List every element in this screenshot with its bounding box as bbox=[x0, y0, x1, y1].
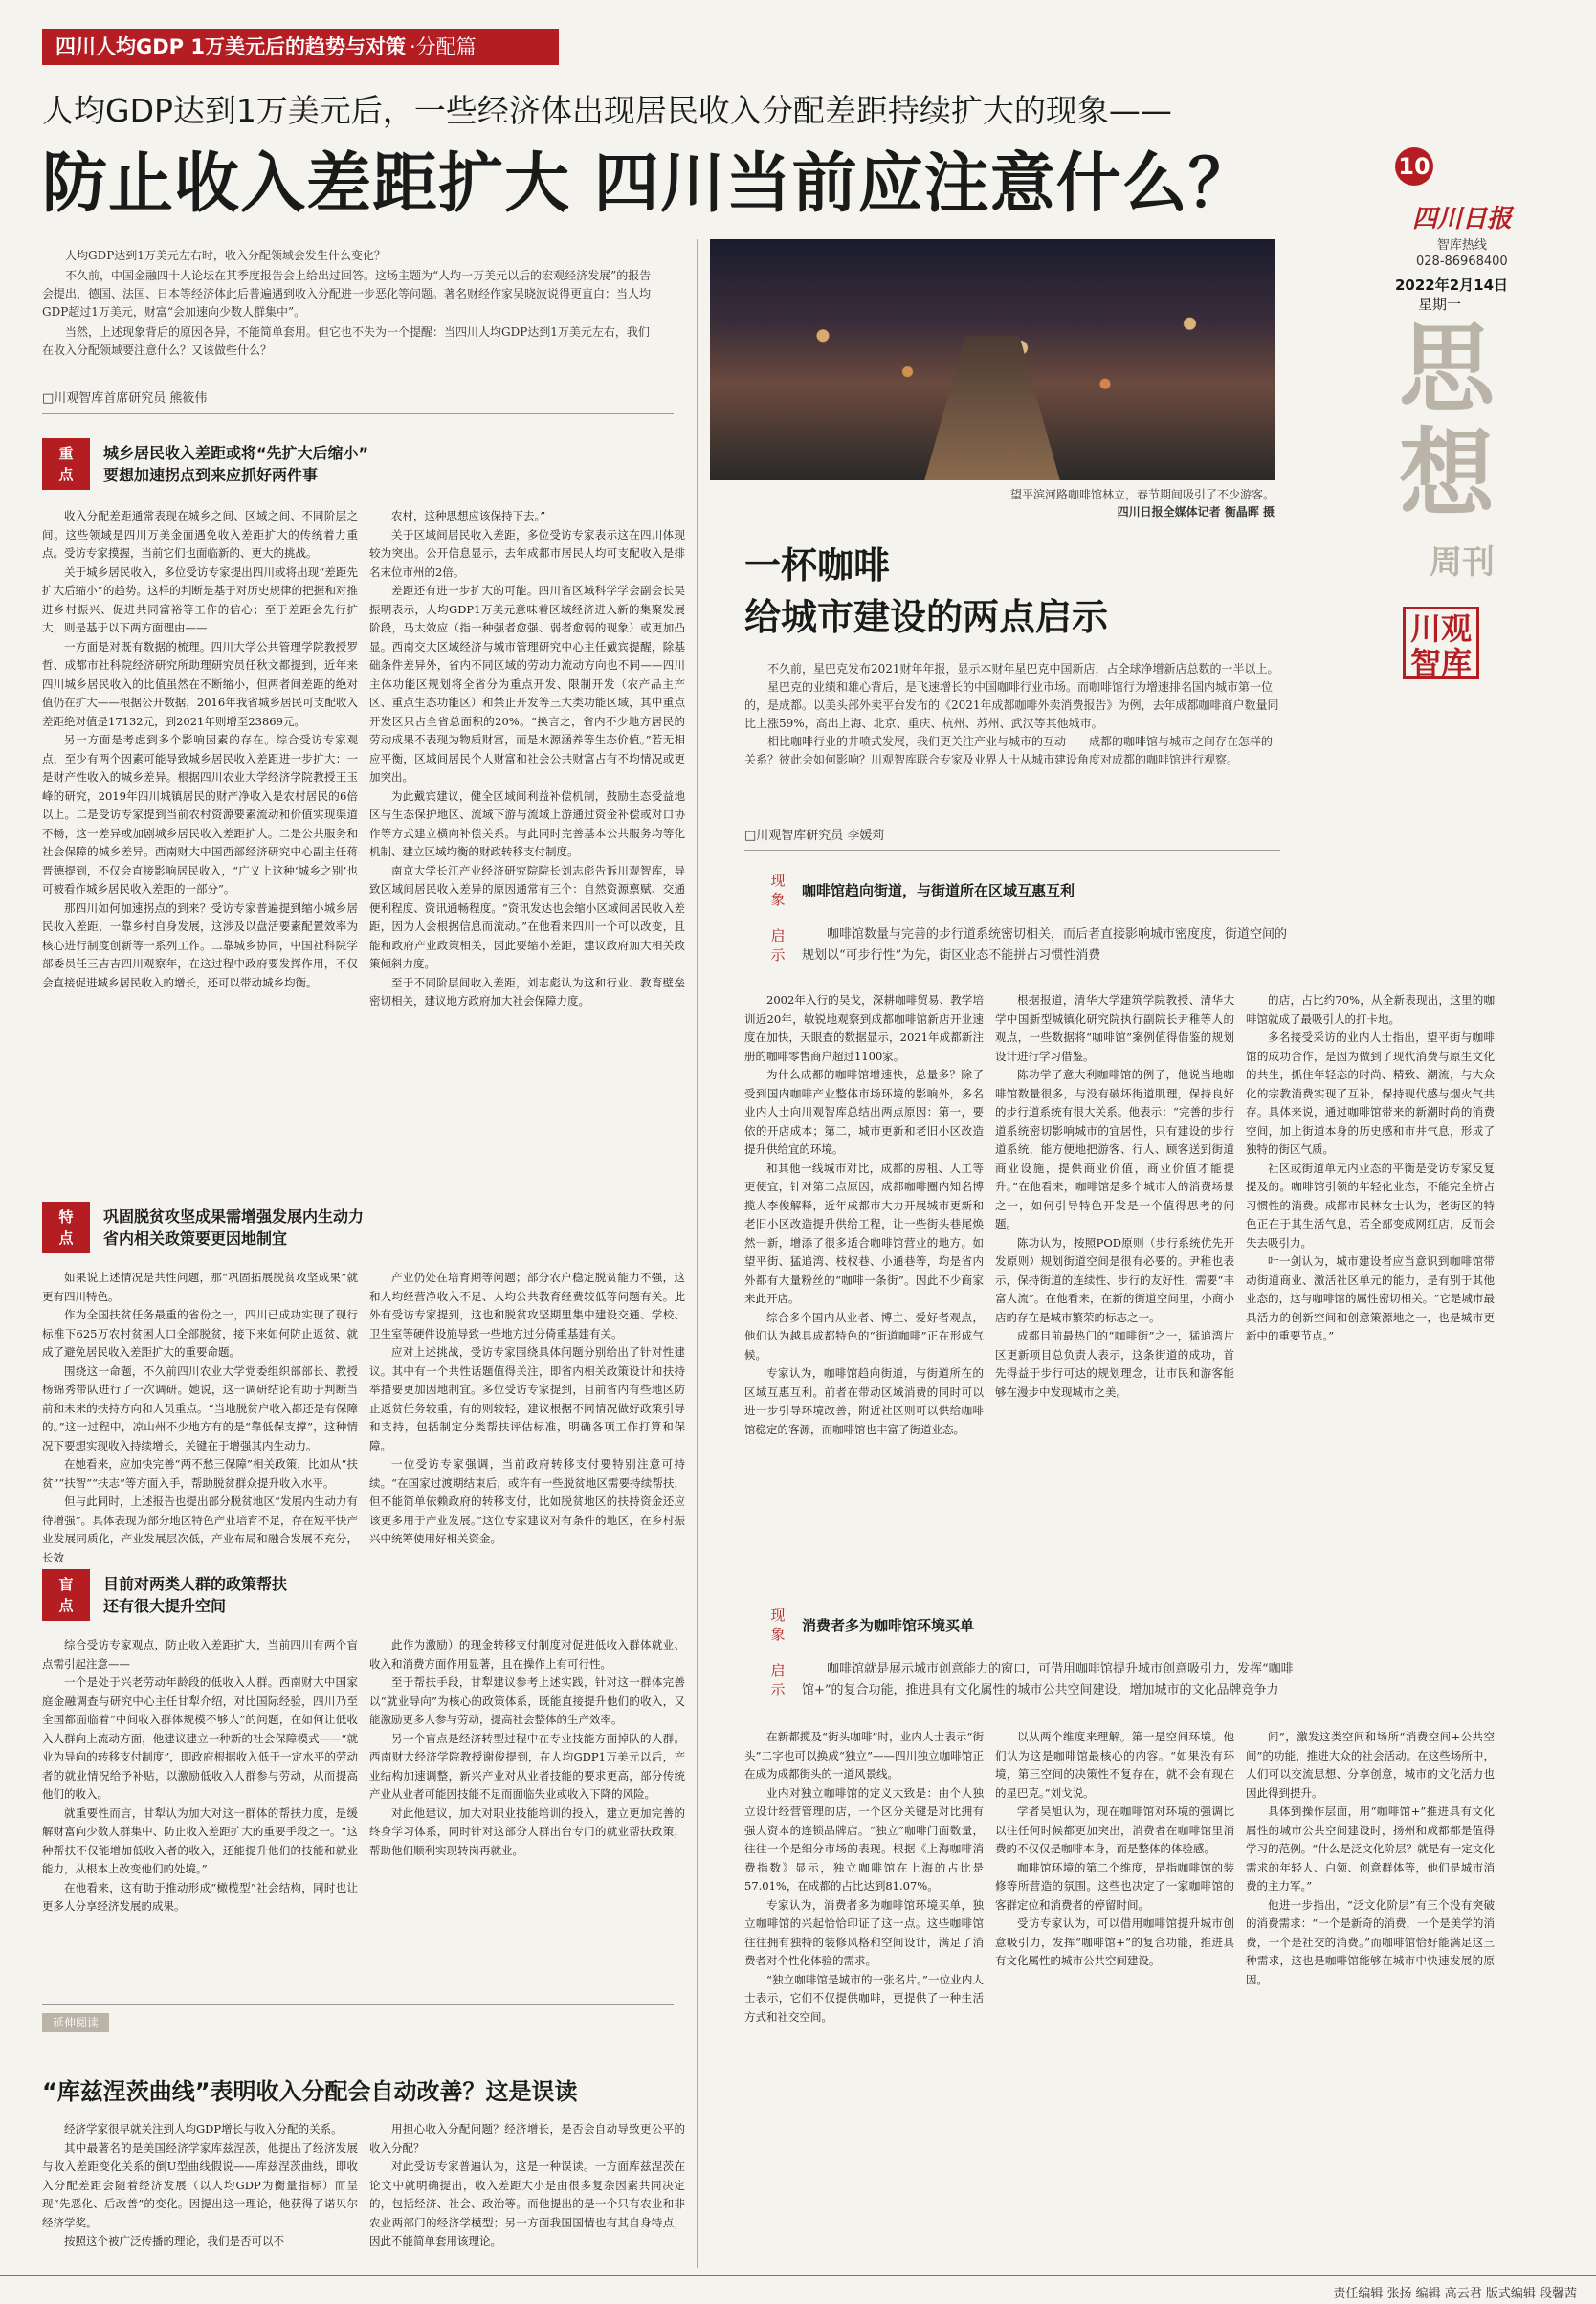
intro-para: 人均GDP达到1万美元左右时，收入分配领域会发生什么变化？ bbox=[65, 249, 386, 262]
article-column: 根据报道，清华大学建筑学院教授、清华大学中国新型城镇化研究院执行副院长尹稚等人的观点，一些数据将“咖啡馆”案例值得借鉴的规划设计进行学习借鉴。 陈功学了意大利咖啡馆的例子，他说当地咖啡馆数量很多，与没有破坏街道肌理，保持良好的步行道系统有很大关系。他表示：“完善的步行道系统密切影响城市的宜居性，只有建设的步行道系统，能方便地把游客、行人、顾客送到街道商业设施，提供商业价值，商业价值才能提升。”在他看来，咖啡馆是多个城市人的消费场景之一，如何引导特色开发是一个值得思考的问题。 陈功认为，按照POD原则（步行系统优先开发原则）规划街道空间是很有必要的。尹稚也表示，保持街道的连续性、步行的友好性，需要“丰富人流”。在他看来，在新的街道空间里，小商小店的存在是城市繁荣的标志之一。 成都目前最热门的“咖啡街”之一，猛追湾片区更新项目总负责人表示，这条街道的成功，首先得益于步行可达的规划理念，让市民和游客能够在漫步中发现城市之美。 bbox=[995, 993, 1234, 1399]
coffee-sub-head-1 bbox=[765, 871, 1075, 909]
editor-credits: 责任编辑 张扬 编辑 高云君 版式编辑 段馨茜 bbox=[1333, 2287, 1577, 2301]
enlight-text: 咖啡馆数量与完善的步行道系统密切相关，而后者直接影响城市密度度，街道空间的 规划以“可步行性”为先，街区业态不能拼占习惯性消费 bbox=[802, 927, 1288, 963]
phenomenon-badge: 现 象 bbox=[770, 1606, 786, 1643]
extended-reading-tag: 延伸阅读 bbox=[42, 2013, 109, 2032]
section-head-focus bbox=[42, 438, 368, 490]
sub-title: 咖啡馆趋向街道，与街道所在区域互惠互利 bbox=[802, 881, 1075, 899]
divider bbox=[744, 850, 1280, 851]
hotline: 智库热线 028-86968400 bbox=[1416, 238, 1508, 269]
kuznets-title: “库兹涅茨曲线”表明收入分配会自动改善？这是误读 bbox=[42, 2078, 578, 2105]
paper-logo: 四川日报 bbox=[1412, 205, 1513, 233]
intro-para: 不久前，中国金融四十人论坛在其季度报告会上给出过回答。这场主题为“人均一万美元以后的宏观经济发展”的报告会提出，德国、法国、日本等经济体此后普遍遇到收入分配进一步恶化等问题。著名财经作家吴晓波说得更直白：当人均GDP超过1万美元，财富“会加速向少数人群集中”。 bbox=[42, 269, 652, 319]
article-column: 经济学家很早就关注到人均GDP增长与收入分配的关系。 其中最著名的是美国经济学家库兹涅茨，他提出了经济发展与收入差距变化关系的倒U型曲线假说——库兹涅茨曲线，即收入分配差距会随着经济发展（以人均GDP为衡量指标）而呈现“先恶化、后改善”的变化。因提出这一理论，他获得了诺贝尔经济学奖。 按照这个被广泛传播的理论，我们是否可以不 bbox=[42, 2122, 358, 2248]
article-column: 间”，激发这类空间和场所“消费空间+公共空间”的功能，推进大众的社会活动。在这些场所中，人们可以交流思想、分享创意，城市的文化活力也因此得到提升。 具体到操作层面，用“咖啡馆+”推进具有文化属性的城市公共空间建设时，扬州和成都都是值得学习的范例。“什么是泛文化阶层？就是有一定文化需求的年轻人、白领、创意群体等，他们是城市消费的主力军。” 他进一步指出，“泛文化阶层”有三个没有突破的消费需求：“一个是新奇的消费，一个是美学的消费，一个是社交的消费。”而咖啡馆恰好能满足这三种需求，这也是咖啡馆能够在城市中快速发展的原因。 bbox=[1246, 1730, 1495, 1986]
footer-divider bbox=[0, 2275, 1596, 2276]
weekly-label: 周刊 bbox=[1430, 543, 1495, 582]
section-title: 城乡居民收入差距或将“先扩大后缩小” 要想加速拐点到来应抓好两件事 bbox=[103, 444, 369, 484]
article-headline: 防止收入差距扩大 四川当前应注意什么？ bbox=[42, 146, 1254, 222]
section-banner bbox=[42, 29, 559, 65]
section-badge: 特 点 bbox=[42, 1202, 90, 1253]
article-column: 如果说上述情况是共性问题，那“巩固拓展脱贫攻坚成果”就更有四川特色。 作为全国扶贫任务最重的省份之一，四川已成功实现了现行标准下625万农村贫困人口全部脱贫，接下来如何防止返贫、就成了避免居民收入差距扩大的重要命题。 围绕这一命题，不久前四川农业大学党委组织部部长、教授杨锦秀带队进行了一次调研。她说，这一调研结论有助于判断当前和未来的扶持方向和人员重点。“当地脱贫户收入都还是有保障的。”这一过程中，凉山州不少地方有的是“靠低保支撑”，这种情况下要想实现收入持续增长，关键在于增强其内生动力。 在她看来，应加快完善“两不愁三保障”相关政策，比如从“扶贫”“扶智”“扶志”等方面入手，帮助脱贫群众提升收入水平。 但与此同时，上述报告也提出部分脱贫地区“发展内生动力有待增强”。具体表现为部分地区特色产业培育不足，存在短平快产业发展同质化，产业发展层次低，产业布局和融合发展不充分，长效 bbox=[42, 1271, 358, 1564]
section-big-title: 思 想 bbox=[1399, 312, 1495, 530]
divider bbox=[42, 2004, 674, 2005]
article-column: 在新都揽及“街头咖啡”时，业内人士表示“街头”二字也可以换成“独立”——四川独立咖啡馆正在成为成都街头的一道风景线。 业内对独立咖啡馆的定义大致是：由个人独立设计经营管理的店，一个区分关键是对比拥有强大资本的连锁品牌店。“独立”咖啡门面数量，往往一个是细分市场的表现。根据《上海咖啡消费指数》显示，独立咖啡馆在上海的占比是57.01%，在成都的占比达到81.07%。 专家认为，消费者多为咖啡馆环境买单，独立咖啡馆的兴起恰恰印证了这一点。这些咖啡馆往往拥有独特的装修风格和空间设计，满足了消费者对个性化体验的需求。 “独立咖啡馆是城市的一张名片。”一位业内人士表示，它们不仅提供咖啡，更提供了一种生活方式和社交空间。 bbox=[744, 1730, 984, 2024]
banner-tag: ·分配篇 bbox=[409, 35, 477, 58]
photo-caption: 望平滨河路咖啡馆林立，春节期间吸引了不少游客。 四川日报全媒体记者 衡晶晖 摄 bbox=[1009, 488, 1275, 519]
article-subtitle: 人均GDP达到1万美元后，一些经济体出现居民收入分配差距持续扩大的现象—— bbox=[42, 92, 1172, 129]
coffee-sub-head-2 bbox=[765, 1606, 974, 1644]
coffee-enlight-2 bbox=[765, 1659, 1491, 1701]
article-column: 收入分配差距通常表现在城乡之间、区域之间、不同阶层之间。这些领域是四川万美金面遇免收入差距扩大的传统着力重点。受访专家摸握，当前它们也面临新的、更大的挑战。 关于城乡居民收入，多位受访专家提出四川或将出现“差距先扩大后缩小”的趋势。这样的判断是基于对历史规律的把握和对推进乡村振兴、促进共同富裕等工作的信心；至于差距会先行扩大，则是基于以下两方面理由—— 一方面是对既有数据的梳理。四川大学公共管理学院教授罗哲、成都市社科院经济研究所助理研究员任秋文都提到，近年来四川城乡居民收入的比值虽然在不断缩小，但两者间差距的绝对值仍在扩大——根据公开数据，2016年我省城乡居民可支配收入差距绝对值是17132元，到2021年则增至23869元。 另一方面是考虑到多个影响因素的存在。综合受访专家观点，至少有两个因素可能导致城乡居民收入差距进一步扩大：一是财产性收入的城乡差异。根据四川农业大学经济学院教授王玉峰的研究，2019年四川城镇居民的财产净收入是农村居民的6倍以上。二是受访专家提到当前农村资源要素流动和价值实现渠道不畅，这一差异或加剧城乡居民收入差距扩大。二是公共服务和社会保障的城乡差异。西南财大中国西部经济研究中心副主任蒋晋德提到，不仅会直接影响居民收入，“广义上这种‘城乡之别’也可被看作城乡居民收入差距的一部分”。 那四川如何加速拐点的到来？受访专家普遍提到缩小城乡居民收入差距，一靠乡村自身发展，这涉及以盘活要素配置效率为核心进行制度创新等一系列工作。二靠城乡协同，中国社科院学部委员任三吉吉四川观察年，在这过程中政府要发挥作用，不仅会直接促进城乡居民收入的增长，还可以带动城乡均衡。 bbox=[42, 509, 358, 989]
article-column: 2002年入行的吴戈，深耕咖啡贸易、教学培训近20年，敏锐地观察到成都咖啡馆新店开业速度在加快，天眼查的数据显示，2021年成都新注册的咖啡零售商户超过1100家。 为什么成都的咖啡馆增速快，总量多？除了受到国内咖啡产业整体市场环境的影响外，多名业内人士向川观智库总结出两点原因：第一，要依的开店成本；第二，城市更新和老旧小区改造提升供给宜的环境。 和其他一线城市对比，成都的房租、人工等更便宜，针对第二点原因，成都咖啡圈内知名博揽人李俊解释，近年成都市大力开展城市更新和老旧小区改造提升供给工程，让一些街头巷尾焕然一新，增添了很多适合咖啡馆营业的地方。如望平街、猛追湾、枝杈巷、小通巷等，均是省内外都有大量粉丝的“咖啡一条街”。因此不少商家来此开店。 综合多个国内从业者、博主、爱好者观点，他们认为越具成都特色的“街道咖啡”正在形成气候。 专家认为，咖啡馆趋向街道，与街道所在的区域互惠互利。前者在带动区域消费的同时可以进一步引导环境改善，附近社区则可以供给咖啡馆稳定的客源，而咖啡馆也丰富了街道业态。 bbox=[744, 993, 984, 1436]
banner-text: 四川人均GDP 1万美元后的趋势与对策 bbox=[55, 35, 406, 58]
article-column: 产业仍处在培育期等问题；部分农户稳定脱贫能力不强，这和人均经营净收入不足、人均公共教育经费较低等问题有关。此外有受访专家提到，这也和脱贫攻坚期里集中建设交通、学校、卫生室等硬件设施导致一些地方过分倚重基建有关。 应对上述挑战，受访专家围绕具体问题分别给出了针对性建议。其中有一个共性话题值得关注，即省内相关政策设计和扶持举措要更加因地制宜。多位受访专家提到，目前省内有些地区防止返贫任务较重，有的则较轻，建议根据不同情况做好政策引导和支持，包括制定分类帮扶评估标准，明确各项工作打算和保障。 一位受访专家强调，当前政府转移支付要特别注意可持续。“在国家过渡期结束后，或许有一些脱贫地区需要持续帮扶，但不能简单依赖政府的转移支付，比如脱贫地区的扶持资金还应该更多用于产业发展。”这位专家建议对有条件的地区，在乡村振兴中统筹使用好相关资金。 bbox=[369, 1271, 685, 1545]
article-author: □川观智库首席研究员 熊筱伟 bbox=[42, 391, 208, 406]
article-column: 的店，占比约70%，从全新表现出，这里的咖啡馆就成了最吸引人的打卡地。 多名接受采访的业内人士指出，望平街与咖啡馆的成功合作，是因为做到了现代消费与原生文化的共生，抓住年轻态的时尚、精致、潮流，与大众化的宗教消费实现了互补，保持现代感与烟火气共存。具体来说，通过咖啡馆带来的新潮时尚的消费空间，加上街道本身的历史感和市井气息，形成了独特的街区气质。 社区或街道单元内业态的平衡是受访专家反复提及的。咖啡馆引领的年轻化业态，不能完全挤占习惯性的消费。成都市民林女士认为，老街区的特色正在于其生活气息，若全部变成网红店，反而会失去吸引力。 叶一剑认为，城市建设者应当意识到咖啡馆带动街道商业、激活社区单元的能力，是有别于其他业态的，这与咖啡馆的属性密切相关。“它是城市最具活力的创新空间和创意策源地之一，也是城市更新中的重要节点。” bbox=[1246, 993, 1495, 1342]
section-title: 目前对两类人群的政策帮扶 还有很大提升空间 bbox=[103, 1575, 288, 1615]
cafe-street-photo bbox=[710, 239, 1275, 480]
enlight-badge: 启 示 bbox=[770, 927, 786, 964]
page-number: 10 bbox=[1395, 147, 1433, 186]
column-divider bbox=[697, 239, 698, 2268]
article-column: 用担心收入分配问题？经济增长，是否会自动导致更公平的收入分配？ 对此受访专家普遍认为，这是一种误读。一方面库兹涅茨在论文中就明确提出，收入差距大小是由很多复杂因素共同决定的，包括经济、社会、政治等。而他提出的是一个只有农业和非农业两部门的经济学模型；另一方面我国国情也有其自身特点，因此不能简单套用该理论。 bbox=[369, 2122, 685, 2248]
phenomenon-badge: 现 象 bbox=[770, 872, 786, 908]
issue-date: 2022年2月14日 星期一 bbox=[1395, 277, 1509, 313]
divider bbox=[42, 413, 674, 414]
enlight-badge: 启 示 bbox=[770, 1662, 786, 1698]
coffee-enlight-1 bbox=[765, 924, 1472, 966]
coffee-author: □川观智库研究员 李媛莉 bbox=[744, 829, 885, 843]
coffee-title: 一杯咖啡 给城市建设的两点启示 bbox=[744, 544, 1109, 638]
article-column: 综合受访专家观点，防止收入差距扩大，当前四川有两个盲点需引起注意—— 一个是处于兴老劳动年龄段的低收入人群。西南财大中国家庭金融调查与研究中心主任甘犁介绍，对比国际经验，四川乃至全国都面临着“中间收入群体规模不够大”的问题，在如何让低收入人群向上流动方面，他建议建立一种新的社会保障模式——“就业为导向的转移支付制度”，即政府根据收入低于一定水平的劳动者的就业情况给予补贴，以激励低收入人群参与劳动，从而提高他们的收入。 就重要性而言，甘犁认为加大对这一群体的帮扶力度，是缓解财富向少数人群集中、防止收入差距扩大的重要手段之一。“这种帮扶不仅能增加低收入者的收入，还能提升他们的技能和就业能力，从根本上改变他们的处境。” 在他看来，这有助于推动形成“橄榄型”社会结构，同时也让更多人分享经济发展的成果。 bbox=[42, 1638, 358, 1913]
intro-para: 当然，上述现象背后的原因各异，不能简单套用。但它也不失为一个提醒：当四川人均GDP达到1万美元左右，我们在收入分配领域要注意什么？又该做些什么？ bbox=[42, 325, 650, 357]
section-badge: 盲 点 bbox=[42, 1569, 90, 1621]
section-head-feature bbox=[42, 1202, 364, 1253]
section-title: 巩固脱贫攻坚成果需增强发展内生动力 省内相关政策要更因地制宜 bbox=[103, 1207, 365, 1248]
article-intro bbox=[42, 247, 654, 362]
think-tank-seal: 川观 智库 bbox=[1403, 607, 1479, 679]
article-column: 农村，这种思想应该保持下去。” 关于区域间居民收入差距，多位受访专家表示这在四川体现较为突出。公开信息显示，去年成都市居民人均可支配收入是排名末位市州的2倍。 差距还有进一步扩大的可能。四川省区域科学学会副会长吴振明表示，人均GDP1万美元意味着区域经济进入新的集聚发展阶段，马太效应（指一种强者愈强、弱者愈弱的现象）或更加凸显。西南交大区域经济与城市管理研究中心主任戴宾提醒，除基础条件差异外，省内不同区域的劳动力流动方向也不同——四川主体功能区规划将全省分为重点开发、限制开发（农产品主产区、重点生态功能区）和禁止开发等三大类功能区域，其中重点开发区只占全省总面积的20%。“换言之，省内不少地方居民的劳动成果不表现为物质财富，而是水源涵养等生态价值。”若无相应平衡，区域间居民个人财富和社会公共财富占有不均情况或更加突出。 为此戴宾建议，健全区域间利益补偿机制，鼓励生态受益地区与生态保护地区、流域下游与流域上游通过资金补偿或对口协作等方式建立横向补偿关系。与此同时完善基本公共服务均等化机制、建立区域均衡的财政转移支付制度。 南京大学长江产业经济研究院院长刘志彪告诉川观智库，导致区域间居民收入差异的原因通常有三个：自然资源禀赋、交通便利程度、资讯通畅程度。“资讯发达也会缩小区域间居民收入差距，因为人会根据信息而流动。”在他看来四川一个可以改变，且能和政府产业政策相关，因此要缩小差距，建议政府加大相关政策倾斜力度。 至于不同阶层间收入差距，刘志彪认为这和行业、教育壁垒密切相关，建议地方政府加大社会保障力度。 bbox=[369, 509, 685, 1008]
sub-title: 消费者多为咖啡馆环境买单 bbox=[802, 1616, 975, 1634]
section-badge: 重 点 bbox=[42, 438, 90, 490]
coffee-intro: 不久前，星巴克发布2021财年年报，显示本财年星巴克中国新店，占全球净增新店总数的一半以上。 星巴克的业绩和雄心背后，是飞速增长的中国咖啡行业市场。而咖啡馆行为增速排名国内城市第一位的，是成都。以美头部外卖平台发布的《2021年成都咖啡外卖消费报告》为例，去年成都咖啡商户数量同比上涨59%，高出上海、北京、重庆、杭州、苏州、武汉等其他城市。 相比咖啡行业的井喷式发展，我们更关注产业与城市的互动——成都的咖啡馆与城市之间存在怎样的关系？彼此会如何影响？川观智库联合专家及业界人士从城市建设角度对成都的咖啡馆进行观察。 bbox=[744, 662, 1279, 766]
article-column: 此作为激励）的现金转移支付制度对促进低收入群体就业、收入和消费方面作用显著，且在操作上有可行性。 至于帮扶手段，甘犁建议参考上述实践，针对这一群体完善以“就业导向”为核心的政策体系，既能直接提升他们的收入，又能激励更多人参与劳动，提高社会整体的生产效率。 另一个盲点是经济转型过程中在专业技能方面掉队的人群。西南财大经济学院教授谢俊提到，在人均GDP1万美元以后，产业结构加速调整，新兴产业对从业者技能的要求更高，部分传统产业从业者可能因技能不足而面临失业或收入下降的风险。 对此他建议，加大对职业技能培训的投入，建立更加完善的终身学习体系，同时针对这部分人群出台专门的就业帮扶政策，帮助他们顺利实现转岗再就业。 bbox=[369, 1638, 685, 1857]
enlight-text: 咖啡馆就是展示城市创意能力的窗口，可借用咖啡馆提升城市创意吸引力，发挥“咖啡 馆+”的复合功能，推进具有文化属性的城市公共空间建设，增加城市的文化品牌竞争力 bbox=[802, 1662, 1294, 1697]
article-column: 以从两个维度来理解。第一是空间环境。他们认为这是咖啡馆最核心的内容。“如果没有环境，第三空间的决策性不复存在，就不会有现在的星巴克。”刘戈说。 学者吴旭认为，现在咖啡馆对环境的强调比以往任何时候都更加突出，消费者在咖啡馆里消费的不仅仅是咖啡本身，而是整体的体验感。 咖啡馆环境的第二个维度，是指咖啡馆的装修等所营造的氛围。这些也决定了一家咖啡馆的客群定位和消费者的停留时间。 受访专家认为，可以借用咖啡馆提升城市创意吸引力，发挥“咖啡馆+”的复合功能，推进具有文化属性的城市公共空间建设。 bbox=[995, 1730, 1234, 1967]
section-head-blindspot bbox=[42, 1569, 287, 1621]
